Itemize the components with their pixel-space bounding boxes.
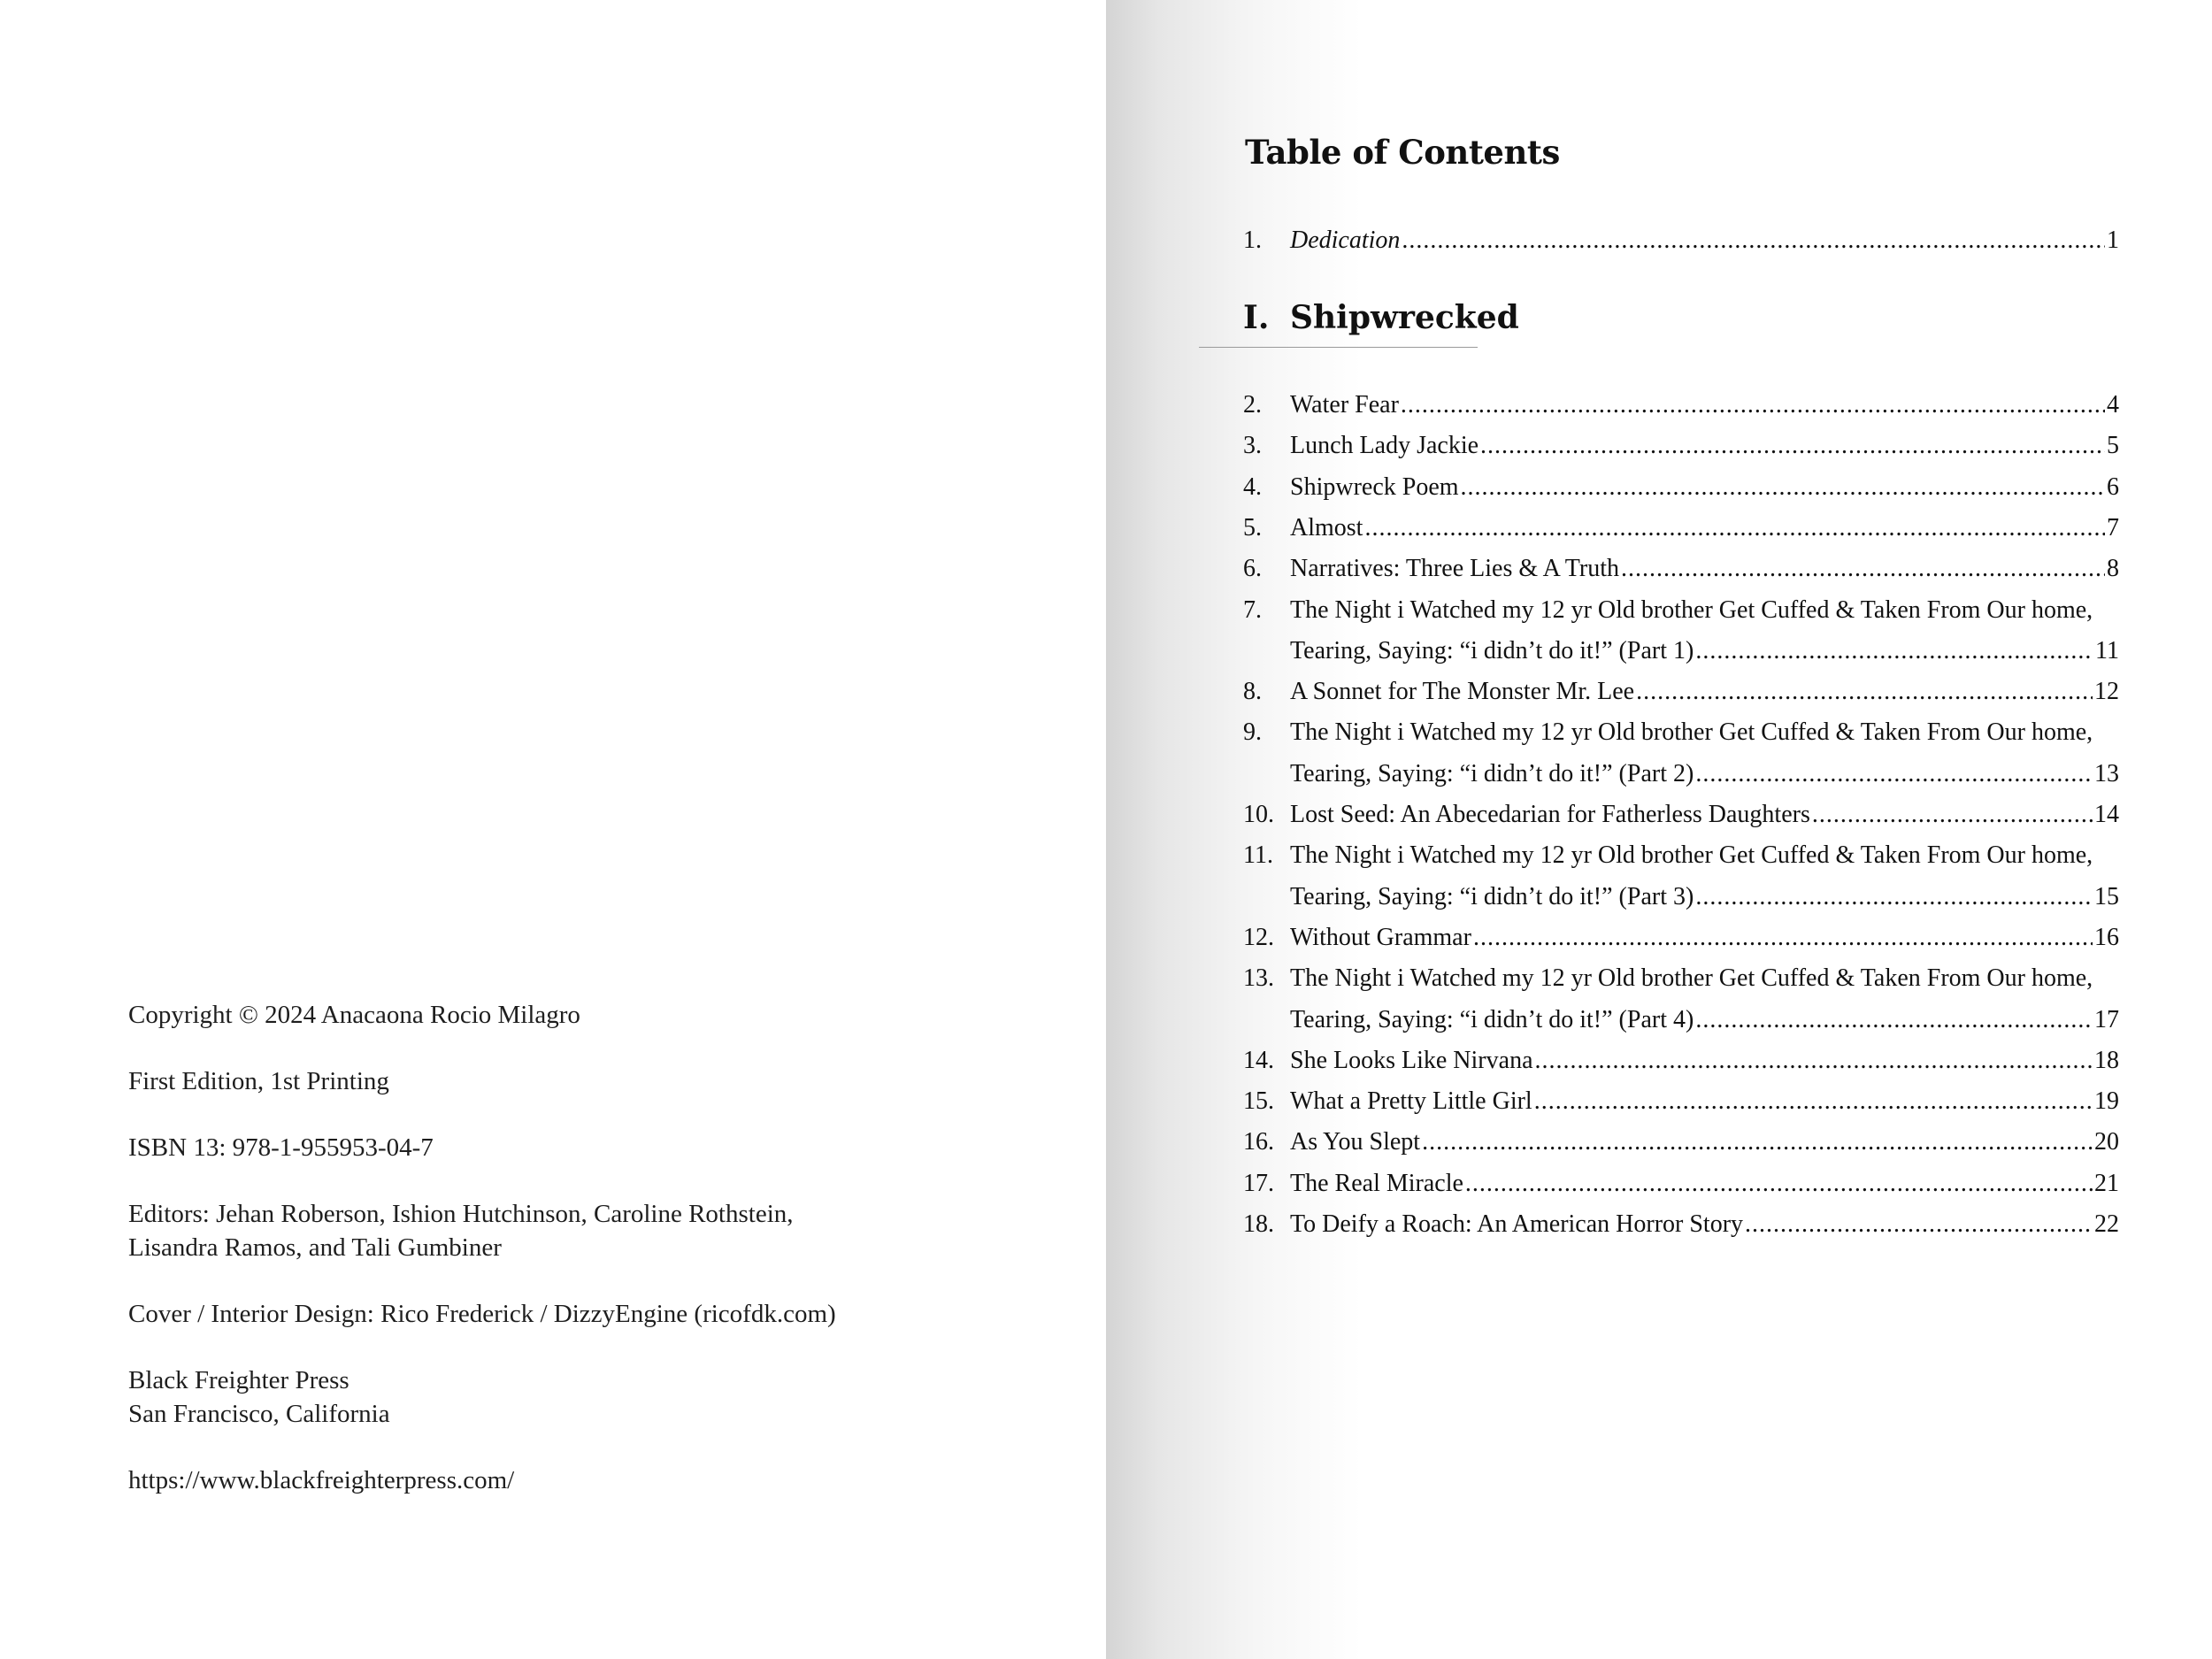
entry-number: 2. xyxy=(1243,391,1262,419)
toc-entry[interactable] xyxy=(1243,391,2119,419)
copyright-notice: Copyright © 2024 Anacaona Rocio Milagro xyxy=(128,1001,580,1029)
entry-number: 10. xyxy=(1243,801,1274,828)
copyright-block xyxy=(128,998,925,1497)
design-credit: Cover / Interior Design: Rico Frederick / DizzyEngine (ricofdk.com) xyxy=(128,1300,836,1328)
entry-title: The Real Miracle xyxy=(1290,1169,1463,1197)
entry-page: 13 xyxy=(2094,759,2119,787)
entry-page: 19 xyxy=(2094,1087,2119,1116)
dot-leader xyxy=(1621,555,2105,583)
toc-entry[interactable] xyxy=(1243,1087,2119,1116)
entry-title: What a Pretty Little Girl xyxy=(1290,1087,1532,1116)
entry-page: 14 xyxy=(2094,801,2119,828)
entry-title: To Deify a Roach: An American Horror Story xyxy=(1290,1210,1744,1238)
dot-leader xyxy=(1480,432,2105,460)
section-title: Shipwrecked xyxy=(1290,299,1519,336)
entry-page: 1 xyxy=(2107,227,2119,254)
entry-number: 16. xyxy=(1243,1128,1274,1156)
toc-entry-continuation[interactable] xyxy=(1243,760,2119,788)
toc-entry[interactable] xyxy=(1243,1170,2119,1198)
entry-title: Lost Seed: An Abecedarian for Fatherless Daughters xyxy=(1290,801,1810,828)
entry-title: The Night i Watched my 12 yr Old brother Get Cuffed & Taken From Our home, xyxy=(1290,718,2093,747)
entry-title: The Night i Watched my 12 yr Old brother Get Cuffed & Taken From Our home, xyxy=(1290,964,2093,993)
dot-leader xyxy=(1745,1210,2093,1239)
toc-entry[interactable] xyxy=(1243,678,2119,706)
toc-entry[interactable] xyxy=(1243,596,2119,625)
toc-entry[interactable] xyxy=(1243,841,2119,870)
entry-page: 8 xyxy=(2107,555,2119,583)
entry-number: 1. xyxy=(1243,227,1262,254)
entry-title: The Night i Watched my 12 yr Old brother Get Cuffed & Taken From Our home, xyxy=(1290,841,2093,870)
toc-entry[interactable] xyxy=(1243,924,2119,952)
section-number: I. xyxy=(1243,299,1270,336)
entry-title-continued: Tearing, Saying: “i didn’t do it!” (Part 1) xyxy=(1290,636,1694,664)
entry-page: 11 xyxy=(2095,636,2119,664)
entry-number: 15. xyxy=(1243,1087,1274,1116)
entry-title: The Night i Watched my 12 yr Old brother Get Cuffed & Taken From Our home, xyxy=(1290,595,2093,624)
dot-leader xyxy=(1695,760,2093,788)
publisher-website[interactable]: https://www.blackfreighterpress.com/ xyxy=(128,1466,515,1494)
dot-leader xyxy=(1695,637,2093,665)
entry-page: 16 xyxy=(2094,923,2119,951)
toc-entry[interactable] xyxy=(1243,432,2119,460)
entry-title-continued: Tearing, Saying: “i didn’t do it!” (Part 3) xyxy=(1290,882,1694,910)
entry-title: Lunch Lady Jackie xyxy=(1290,432,1479,460)
toc-entry-continuation[interactable] xyxy=(1243,883,2119,911)
dot-leader xyxy=(1534,1087,2093,1116)
dot-leader xyxy=(1422,1128,2093,1156)
section-heading[interactable] xyxy=(1243,299,1519,336)
toc-entry[interactable] xyxy=(1243,514,2119,542)
toc-entry[interactable] xyxy=(1243,555,2119,583)
entry-title: Water Fear xyxy=(1290,391,1399,419)
entry-number: 11. xyxy=(1243,841,1273,870)
dot-leader xyxy=(1465,1170,2093,1198)
toc-entry[interactable] xyxy=(1243,718,2119,747)
toc-entry[interactable] xyxy=(1243,473,2119,502)
toc-entry[interactable] xyxy=(1243,964,2119,993)
toc-entry-continuation[interactable] xyxy=(1243,637,2119,665)
entry-page: 17 xyxy=(2094,1005,2119,1033)
entry-page: 5 xyxy=(2107,432,2119,460)
dot-leader xyxy=(1812,801,2093,829)
entry-number: 12. xyxy=(1243,923,1274,951)
entry-page: 21 xyxy=(2094,1169,2119,1197)
entry-number: 8. xyxy=(1243,678,1262,706)
entry-page: 4 xyxy=(2107,391,2119,419)
entry-page: 12 xyxy=(2094,678,2119,706)
entry-title: She Looks Like Nirvana xyxy=(1290,1046,1533,1074)
toc-entry[interactable] xyxy=(1243,801,2119,829)
toc-entry-continuation[interactable] xyxy=(1243,1006,2119,1034)
dot-leader xyxy=(1461,473,2105,502)
dot-leader xyxy=(1402,227,2105,255)
entry-title: Shipwreck Poem xyxy=(1290,472,1459,501)
dot-leader xyxy=(1695,1006,2093,1034)
entry-number: 18. xyxy=(1243,1210,1274,1238)
entry-title: As You Slept xyxy=(1290,1128,1421,1156)
entry-title-continued: Tearing, Saying: “i didn’t do it!” (Part 2) xyxy=(1290,759,1694,787)
entry-page: 22 xyxy=(2094,1210,2119,1238)
entry-number: 4. xyxy=(1243,472,1262,501)
entry-number: 3. xyxy=(1243,432,1262,460)
entry-title-continued: Tearing, Saying: “i didn’t do it!” (Part 4) xyxy=(1290,1005,1694,1033)
entry-number: 7. xyxy=(1243,595,1262,624)
toc-entry[interactable] xyxy=(1243,1047,2119,1075)
publisher-name: Black Freighter Press xyxy=(128,1366,349,1394)
entry-title: Almost xyxy=(1290,513,1363,541)
dot-leader xyxy=(1473,924,2093,952)
editors-line-1: Editors: Jehan Roberson, Ishion Hutchinson, Caroline Rothstein, xyxy=(128,1200,794,1228)
entry-page: 7 xyxy=(2107,513,2119,541)
entry-number: 6. xyxy=(1243,555,1262,583)
entry-title: A Sonnet for The Monster Mr. Lee xyxy=(1290,678,1635,706)
toc-entry[interactable] xyxy=(1243,1128,2119,1156)
entry-page: 6 xyxy=(2107,472,2119,501)
toc-heading: Table of Contents xyxy=(1245,133,1560,172)
entry-title: Dedication xyxy=(1290,227,1401,254)
toc-entry-dedication[interactable] xyxy=(1243,227,2119,255)
toc-entry[interactable] xyxy=(1243,1210,2119,1239)
entry-title: Without Grammar xyxy=(1290,923,1471,951)
entry-number: 5. xyxy=(1243,513,1262,541)
dot-leader xyxy=(1401,391,2105,419)
entry-number: 13. xyxy=(1243,964,1274,993)
dot-leader xyxy=(1364,514,2105,542)
dot-leader xyxy=(1535,1047,2093,1075)
entry-number: 14. xyxy=(1243,1046,1274,1074)
entry-page: 20 xyxy=(2094,1128,2119,1156)
entry-number: 9. xyxy=(1243,718,1262,747)
entry-number: 17. xyxy=(1243,1169,1274,1197)
entry-page: 18 xyxy=(2094,1046,2119,1074)
editors-line-2: Lisandra Ramos, and Tali Gumbiner xyxy=(128,1233,502,1262)
dot-leader xyxy=(1636,678,2093,706)
section-divider xyxy=(1199,347,1478,348)
isbn-line: ISBN 13: 978-1-955953-04-7 xyxy=(128,1133,434,1162)
edition-line: First Edition, 1st Printing xyxy=(128,1067,389,1095)
entry-title: Narratives: Three Lies & A Truth xyxy=(1290,555,1619,583)
entry-page: 15 xyxy=(2094,882,2119,910)
dot-leader xyxy=(1695,883,2093,911)
publisher-location: San Francisco, California xyxy=(128,1400,390,1428)
